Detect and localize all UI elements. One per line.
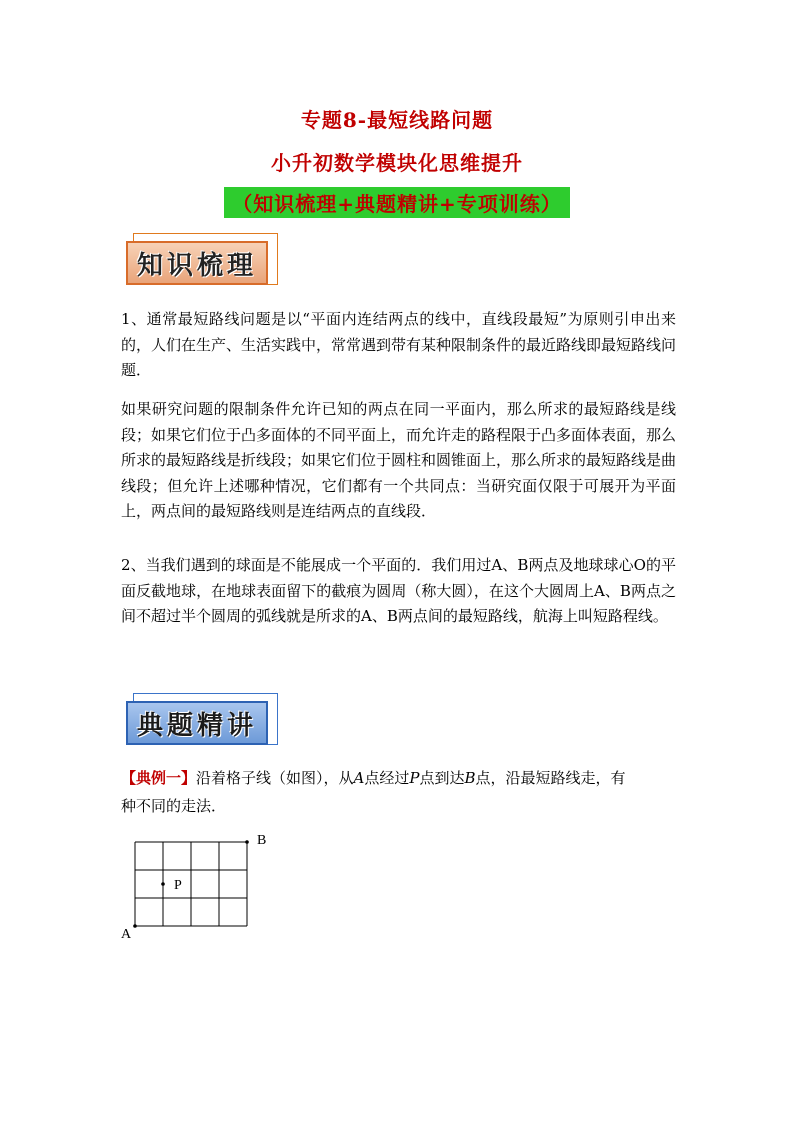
grid-lines	[135, 842, 247, 926]
tagline-wrap	[0, 187, 794, 218]
example-text-d: 点，沿最短路线走，有	[475, 769, 626, 787]
var-a: A	[353, 769, 365, 787]
example-text-c: 点到达	[419, 769, 465, 787]
example-text-a: 沿着格子线（如图），从	[196, 769, 354, 787]
document-subtitle: 小升初数学模块化思维提升	[271, 151, 523, 175]
section-heading-knowledge: 知识梳理	[126, 241, 268, 285]
var-p: P	[409, 769, 420, 787]
section-banner-examples	[126, 693, 278, 745]
section-heading-examples: 典题精讲	[126, 701, 268, 745]
label-p: P	[174, 878, 182, 893]
paragraph-1: 1、通常最短路线问题是以“平面内连结两点的线中，直线段最短”为原则引申出来的，人们在生产、生活实践中，常常遇到带有某种限制条件的最近路线即最短路线问题．	[121, 310, 677, 379]
label-a: A	[121, 927, 132, 942]
point-p-dot	[161, 882, 165, 886]
paragraph-2: 如果研究问题的限制条件允许已知的两点在同一平面内，那么所求的最短路线是线段；如果它们位于凸多面体的不同平面上，而允许走的路程限于凸多面体表面，那么所求的最短路线是折线段；如果它们位于圆柱和圆锥面上，那么所求的最短路线是曲线段；但允许上述哪种情况，它们都有一个共同点：当研究面仅限于可展开为平面上，两点间的最短路线则是连结两点的直线段．	[121, 400, 677, 520]
point-b-dot	[245, 840, 249, 844]
point-a-dot	[133, 924, 137, 928]
example-text-b: 点经过	[364, 769, 410, 787]
label-b: B	[257, 833, 267, 848]
grid-figure	[116, 830, 276, 945]
document-title: 专题8-最短线路问题	[300, 108, 494, 132]
section-banner-knowledge	[126, 233, 278, 285]
var-b: B	[464, 769, 476, 787]
document-tagline: （知识梳理+典题精讲+专项训练）	[224, 187, 570, 218]
example-1	[121, 764, 676, 820]
example-tag: 【典例一】	[121, 769, 197, 787]
paragraph-3: 2、当我们遇到的球面是不能展成一个平面的．我们用过A、B两点及地球球心O的平面反截地球，在地球表面留下的截痕为圆周（称大圆），在这个大圆周上A、B两点之间不超过半个圆周的弧线就是所求的A、B两点间的最短路线，航海上叫短路程线。	[121, 556, 676, 625]
example-text-e: 种不同的走法．	[121, 797, 227, 815]
